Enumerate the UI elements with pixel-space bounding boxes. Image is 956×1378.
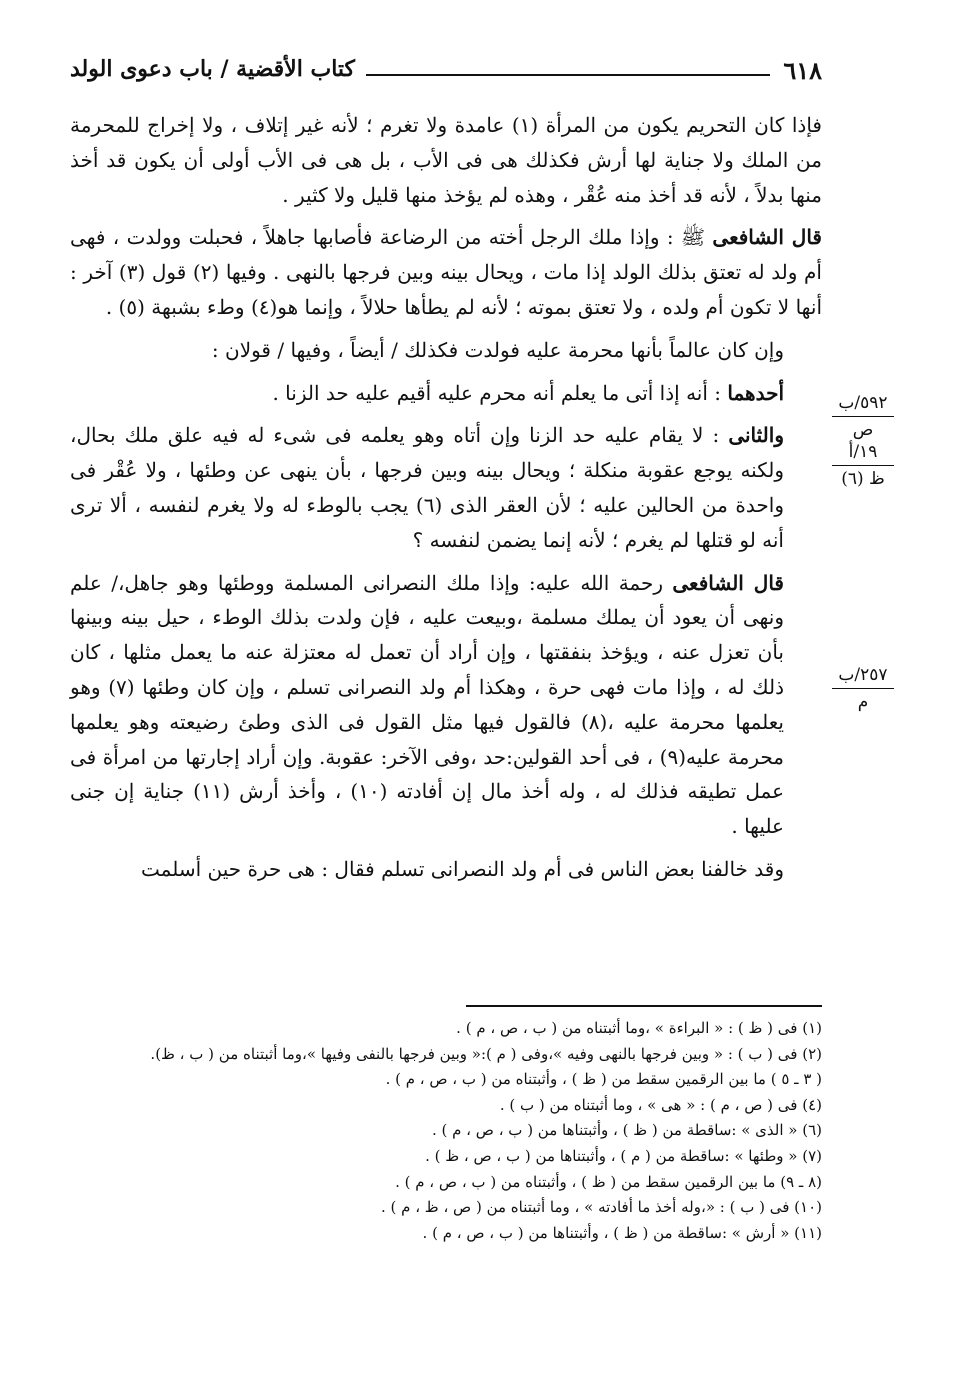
footnote: ( ٣ ـ ٥ ) ما بين الرقمين سقط من ( ظ ) ، وأثبتناه من ( ب ، ص ، م ) . (385, 1070, 822, 1089)
paragraph-lead: قال الشافعى (712, 225, 822, 250)
footnote: (٦) « الذى » :ساقطة من ( ظ ) ، وأثبتناها من ( ب ، ص ، م ) . (431, 1121, 822, 1140)
paragraph: قال الشافعى ﷺ : وإذا ملك الرجل أخته من الرضاعة فأصابها جاهلاً ، فحبلت وولدت ، فهى أم ولد له تعتق بذلك الولد إذا مات ، ويحال بينه وبين فرجها بالنهى . وفيها (٢) قول (٣) آخر : أنها لا تكون أم ولده ، ولا تعتق بموته ؛ لأنه لم يطأها حلالاً ، وإنما هو(٤) وطء بشبهة (٥) . (70, 225, 822, 319)
paragraph: فإذا كان التحريم يكون من المرأة (١) عامدة ولا تغرم ؛ لأنه غير إتلاف ، ولا إخراج للمحرمة من الملك ولا جناية لها أرش فكذلك هى فى الأب ، بل هى فى الأب أولى أن يكون قد أخذ منها بدلاً ، لأنه قد أخذ منه عُقْر ، وهذه لم يؤخذ منها قليل ولا كثير . (70, 113, 822, 207)
footnote: (٤) فى ( ص ، م ) : « هى » ، وما أثبتناه من ( ب ) . (499, 1095, 822, 1114)
paragraph: وقد خالفنا بعض الناس فى أم ولد النصرانى تسلم فقال : هى حرة حين أسلمت (141, 856, 784, 881)
margin-note: ٢٥٧/ب م (818, 664, 908, 713)
paragraph-lead: والثانى (728, 423, 784, 448)
page-header (70, 56, 822, 92)
paragraph: قال الشافعى رحمة الله عليه: وإذا ملك النصرانى المسلمة ووطئها وهو جاهل،/ علم ونهى أن يعود أن يملك مسلمة ،وبيعت عليه ، فإن ولدت بذلك الوطء ، حيل بينه وبينها بأن تعزل عنه ، ويؤخذ بنفقتها ، وإن أراد أن تعمل له معتزلة عنه ما يعمل مثلها ، كان ذلك له ، وإذا مات فهى حرة ، وهكذا أم ولد النصرانى تسلم ، وإن كان وطئها (٧) وهو يعلمها محرمة عليه ،(٨) فالقول فيها مثل القول فى الذى وطئ رضيعته وهو يعلمها محرمة عليه(٩) ، فى أحد القولين:حد ،وفى الآخر: عقوبة. وإن أراد إجارتها من امرأة فى عمل تطيقه فذلك له ، وله أخذ مال إن أفادته (١٠) ، وأخذ أرش (١١) جناية إن جنى عليها . (70, 570, 785, 839)
footnote: (١) فى ( ظ ) : « البراءة » ،وما أثبتناه من ( ب ، ص ، م ) . (456, 1019, 822, 1037)
margin-note: ٥٩٢/ب ص ١٩/أ ظ (٦) (818, 392, 908, 490)
footnote-rule (466, 1005, 822, 1007)
footnote: (١١) « أرش » :ساقطة من ( ظ ) ، وأثبتناها من ( ب ، ص ، م ) . (422, 1223, 822, 1242)
paragraph-lead: أحدهما (727, 380, 784, 405)
footnote: (٢) فى ( ب ) : « وبين فرجها بالنهى وفيه »،وفى ( م ):« وبين فرجها بالنفى وفيها »،وما أثبتناه من ( ب ، ظ). (150, 1044, 822, 1063)
paragraph: أحدهما : أنه إذا أتى ما يعلم أنه محرم عليه أقيم عليه حد الزنا . (272, 380, 784, 405)
footnote: (٧) « وطئها » :ساقطة من ( م ) ، وأثبتناها من ( ب ، ص ، ظ ) . (425, 1146, 822, 1165)
page-number: ٦١٨ (783, 56, 822, 85)
running-title: كتاب الأقضية / باب دعوى الولد (70, 56, 356, 82)
main-text (70, 108, 822, 895)
paragraph: والثانى : لا يقام عليه حد الزنا وإن أتاه وهو يعلمه فى شىء له فيه علق ملك بحال، ولكنه يوجع عقوبة منكلة ؛ ويحال بينه وبين فرجها ، بأن ينهى عن وطئها ، ولا عُقْر فى واحدة من الحالين عليه ؛ لأن العقر الذى (٦) يجب بالوطء له ولا يغرم لنفسه ، ألا ترى أنه لو قتلها لم يغرم ؛ لأنه إنما يضمن لنفسه ؟ (70, 423, 784, 552)
header-rule (366, 74, 770, 76)
paragraph-lead: قال الشافعى (672, 570, 784, 595)
footnote: (٨ ـ ٩) ما بين الرقمين سقط من ( ظ ) ، وأثبتناه من ( ب ، ص ، م ) . (395, 1172, 822, 1191)
footnotes (70, 1016, 822, 1246)
footnote: (١٠) فى ( ب ) : «،وله أخذ ما أفادته » ، وما أثبتناه من ( ص ، ظ ، م ) . (380, 1198, 822, 1217)
paragraph: وإن كان عالماً بأنها محرمة عليه فولدت فكذلك / أيضاً ، وفيها / قولان : (211, 337, 784, 362)
